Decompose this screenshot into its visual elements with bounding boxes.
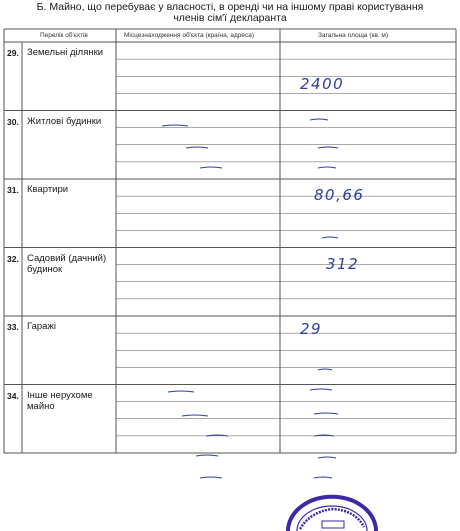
handwritten-dash (318, 457, 336, 458)
section-name: Інше нерухоме майно (27, 389, 93, 412)
header-location: Місцезнаходження об'єкта (країна, адреса) (124, 32, 254, 39)
handwritten-dash (310, 389, 332, 390)
official-seal-stamp (288, 497, 376, 531)
handwritten-dash (196, 455, 218, 456)
section-name: Садовий (дачний) будинок (27, 252, 107, 275)
handwritten-dash (186, 147, 208, 148)
handwritten-dash (314, 477, 332, 478)
handwritten-dash (200, 477, 222, 478)
section-number: 30. (7, 116, 19, 127)
handwritten-dash (200, 167, 222, 168)
section-number: 32. (7, 253, 19, 264)
section-number: 33. (7, 322, 19, 332)
section-name: Квартири (27, 184, 69, 195)
section-number: 34. (7, 390, 19, 401)
handwritten-dash (168, 391, 194, 392)
handwritten-area-value: 2400 (300, 75, 345, 93)
section-number: 29. (7, 48, 19, 58)
handwritten-dash (318, 167, 336, 168)
section-name: Житлові будинки (27, 115, 102, 127)
handwritten-dash (162, 125, 188, 126)
handwritten-dash (318, 147, 338, 148)
handwritten-area-value: 312 (326, 255, 360, 273)
header-object: Перелік об'єктів (40, 32, 88, 39)
section-name: Гаражі (27, 321, 56, 332)
handwritten-dash (310, 119, 328, 120)
header-area: Загальна площа (кв. м) (318, 32, 389, 39)
handwritten-dash (322, 237, 338, 238)
section-name: Земельні ділянки (27, 47, 104, 58)
handwritten-area-value: 29 (300, 320, 323, 338)
section-number: 31. (7, 185, 19, 195)
handwritten-dash (318, 369, 332, 370)
handwritten-dash (182, 415, 208, 416)
title-line-1: Б. Майно, що перебуває у власності, в оренді чи на іншому праві користування (36, 1, 424, 13)
title-line-2: членів сім'ї декларанта (173, 12, 287, 24)
handwritten-area-value: 80,66 (314, 186, 365, 204)
handwritten-dash (314, 413, 338, 414)
